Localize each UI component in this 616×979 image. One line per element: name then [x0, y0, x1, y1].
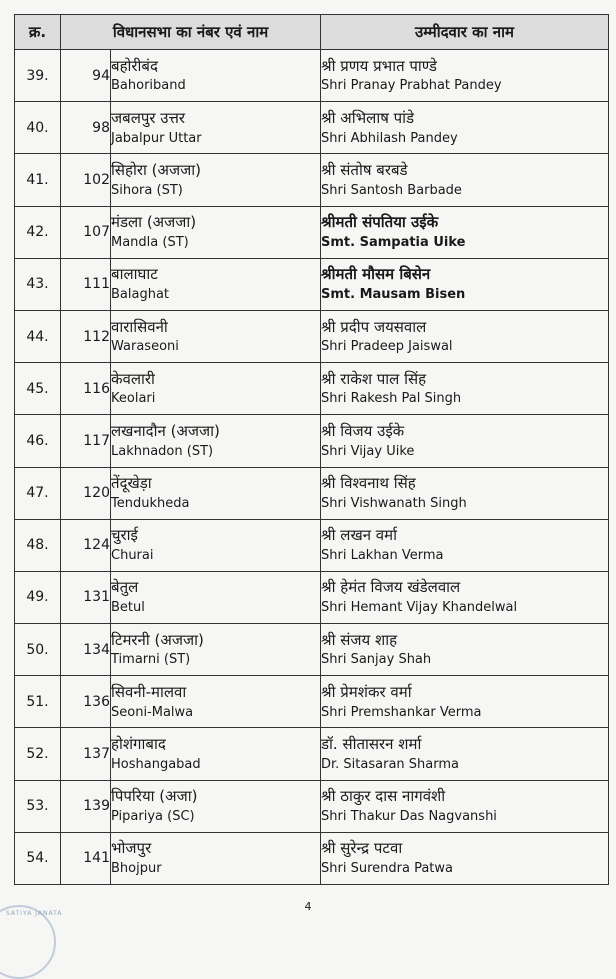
- table-row: [15, 310, 609, 362]
- candidate-name: [321, 206, 609, 258]
- constituency-number: 94: [61, 50, 111, 102]
- candidate-name-english: Shri Abhilash Pandey: [321, 130, 458, 146]
- table-row: [15, 415, 609, 467]
- serial-number: 54.: [15, 832, 61, 884]
- constituency-name-hindi: होशंगाबाद: [111, 735, 166, 754]
- candidate-name: [321, 363, 609, 415]
- constituency-name-hindi: भोजपुर: [111, 839, 152, 858]
- constituency-name-hindi: मंडला (अजजा): [111, 213, 197, 232]
- constituency-name: [111, 102, 321, 154]
- constituency-name: [111, 258, 321, 310]
- candidate-name-hindi: श्री संतोष बरबडे: [321, 160, 408, 179]
- constituency-name: [111, 676, 321, 728]
- serial-number: 46.: [15, 415, 61, 467]
- table-row: [15, 154, 609, 206]
- constituency-name-english: Betul: [111, 600, 145, 616]
- constituency-name-english: Bahoriband: [111, 78, 186, 94]
- constituency-name-hindi: बहोरीबंद: [111, 56, 158, 75]
- constituency-name: [111, 467, 321, 519]
- candidate-name-hindi: श्रीमती संपतिया उईके: [321, 213, 439, 232]
- candidate-name-english: Shri Lakhan Verma: [321, 548, 444, 564]
- candidate-name: [321, 571, 609, 623]
- candidate-name: [321, 310, 609, 362]
- constituency-name-english: Bhojpur: [111, 861, 162, 877]
- serial-number: 41.: [15, 154, 61, 206]
- candidate-name-english: Smt. Mausam Bisen: [321, 287, 466, 303]
- constituency-name-hindi: चुराई: [111, 526, 138, 545]
- candidate-name: [321, 102, 609, 154]
- serial-number: 48.: [15, 519, 61, 571]
- constituency-number: 111: [61, 258, 111, 310]
- constituency-name-english: Mandla (ST): [111, 234, 189, 250]
- serial-number: 52.: [15, 728, 61, 780]
- table-row: [15, 780, 609, 832]
- constituency-name-english: Sihora (ST): [111, 182, 183, 198]
- candidate-name: [321, 832, 609, 884]
- candidate-name-hindi: श्री संजय शाह: [321, 630, 398, 649]
- candidate-name-english: Shri Santosh Barbade: [321, 182, 462, 198]
- candidate-name: [321, 415, 609, 467]
- candidate-name: [321, 50, 609, 102]
- table-body: [15, 50, 609, 885]
- serial-number: 39.: [15, 50, 61, 102]
- constituency-name-english: Waraseoni: [111, 339, 179, 355]
- candidate-name: [321, 467, 609, 519]
- constituency-name-english: Jabalpur Uttar: [111, 130, 202, 146]
- table-row: [15, 102, 609, 154]
- constituency-name-hindi: जबलपुर उत्तर: [111, 108, 186, 127]
- page-number: 4: [304, 900, 312, 913]
- constituency-name-hindi: बालाघाट: [111, 265, 158, 284]
- constituency-number: 117: [61, 415, 111, 467]
- constituency-name-hindi: तेंदूखेड़ा: [111, 474, 152, 493]
- candidate-name-hindi: श्री प्रदीप जयसवाल: [321, 317, 427, 336]
- constituency-number: 136: [61, 676, 111, 728]
- constituency-name-hindi: वारासिवनी: [111, 317, 168, 336]
- candidate-name-hindi: श्री राकेश पाल सिंह: [321, 369, 427, 388]
- constituency-number: 141: [61, 832, 111, 884]
- constituency-name: [111, 415, 321, 467]
- table-row: [15, 676, 609, 728]
- constituency-number: 116: [61, 363, 111, 415]
- table-row: [15, 624, 609, 676]
- constituency-name-english: Lakhnadon (ST): [111, 443, 214, 459]
- constituency-name-english: Tendukheda: [111, 495, 190, 511]
- constituency-name: [111, 363, 321, 415]
- constituency-number: 137: [61, 728, 111, 780]
- constituency-name-english: Timarni (ST): [111, 652, 191, 668]
- serial-number: 47.: [15, 467, 61, 519]
- candidate-name: [321, 258, 609, 310]
- constituency-number: 98: [61, 102, 111, 154]
- candidate-name: [321, 676, 609, 728]
- constituency-number: 120: [61, 467, 111, 519]
- candidate-name: [321, 154, 609, 206]
- constituency-name-hindi: लखनादौन (अजजा): [111, 421, 220, 440]
- table-header-row: [15, 15, 609, 50]
- candidate-name-hindi: श्री लखन वर्मा: [321, 526, 398, 545]
- serial-number: 50.: [15, 624, 61, 676]
- candidate-name-english: Shri Vijay Uike: [321, 443, 415, 459]
- candidate-name-english: Shri Hemant Vijay Khandelwal: [321, 600, 518, 616]
- constituency-name-hindi: केवलारी: [111, 369, 155, 388]
- candidate-name-english: Dr. Sitasaran Sharma: [321, 756, 459, 772]
- candidate-name-hindi: श्री प्रणय प्रभात पाण्डे: [321, 56, 437, 75]
- constituency-name-english: Keolari: [111, 391, 156, 407]
- constituency-name: [111, 728, 321, 780]
- serial-number: 40.: [15, 102, 61, 154]
- candidate-table: [14, 14, 609, 885]
- serial-number: 44.: [15, 310, 61, 362]
- candidate-name: [321, 728, 609, 780]
- constituency-number: 131: [61, 571, 111, 623]
- candidate-name-english: Shri Thakur Das Nagvanshi: [321, 808, 497, 824]
- constituency-name-english: Hoshangabad: [111, 756, 201, 772]
- header-candidate: उम्मीदवार का नाम: [321, 15, 609, 50]
- constituency-name-hindi: टिमरनी (अजजा): [111, 630, 204, 649]
- constituency-name: [111, 780, 321, 832]
- constituency-name-hindi: सिहोरा (अजजा): [111, 160, 201, 179]
- constituency-number: 102: [61, 154, 111, 206]
- candidate-name-english: Smt. Sampatia Uike: [321, 234, 466, 250]
- table-row: [15, 258, 609, 310]
- candidate-name-english: Shri Sanjay Shah: [321, 652, 432, 668]
- candidate-name-hindi: श्री विजय उईके: [321, 421, 405, 440]
- candidate-name-english: Shri Vishwanath Singh: [321, 495, 467, 511]
- constituency-name-english: Balaghat: [111, 287, 170, 303]
- seal-text: SATIYA JANATA: [6, 910, 63, 917]
- candidate-name-hindi: श्री अभिलाष पांडे: [321, 108, 415, 127]
- candidate-name-hindi: श्री प्रेमशंकर वर्मा: [321, 682, 412, 701]
- serial-number: 53.: [15, 780, 61, 832]
- constituency-name-english: Seoni-Malwa: [111, 704, 194, 720]
- serial-number: 42.: [15, 206, 61, 258]
- table-row: [15, 832, 609, 884]
- serial-number: 45.: [15, 363, 61, 415]
- candidate-name-hindi: श्री विश्वनाथ सिंह: [321, 474, 416, 493]
- constituency-name-english: Pipariya (SC): [111, 808, 195, 824]
- constituency-name-hindi: पिपरिया (अजा): [111, 787, 198, 806]
- table-row: [15, 571, 609, 623]
- constituency-number: 139: [61, 780, 111, 832]
- table-row: [15, 206, 609, 258]
- candidate-name: [321, 519, 609, 571]
- candidate-name-english: Shri Pranay Prabhat Pandey: [321, 78, 502, 94]
- candidate-name-hindi: श्री सुरेन्द्र पटवा: [321, 839, 403, 858]
- table-row: [15, 363, 609, 415]
- constituency-name: [111, 50, 321, 102]
- candidate-name-english: Shri Rakesh Pal Singh: [321, 391, 462, 407]
- candidate-name-english: Shri Surendra Patwa: [321, 861, 453, 877]
- serial-number: 49.: [15, 571, 61, 623]
- candidate-name-hindi: श्रीमती मौसम बिसेन: [321, 265, 431, 284]
- constituency-name-hindi: बेतुल: [111, 578, 139, 597]
- table-row: [15, 467, 609, 519]
- constituency-name: [111, 624, 321, 676]
- constituency-name: [111, 154, 321, 206]
- constituency-name: [111, 571, 321, 623]
- candidate-name-hindi: श्री हेमंत विजय खंडेलवाल: [321, 578, 461, 597]
- table-row: [15, 519, 609, 571]
- constituency-name: [111, 310, 321, 362]
- constituency-number: 107: [61, 206, 111, 258]
- table-row: [15, 50, 609, 102]
- candidate-name-hindi: श्री ठाकुर दास नागवंशी: [321, 787, 446, 806]
- serial-number: 51.: [15, 676, 61, 728]
- constituency-name: [111, 519, 321, 571]
- constituency-number: 124: [61, 519, 111, 571]
- candidate-name-hindi: डॉ. सीतासरन शर्मा: [321, 735, 422, 754]
- header-constituency: विधानसभा का नंबर एवं नाम: [61, 15, 321, 50]
- table-row: [15, 728, 609, 780]
- candidate-name: [321, 624, 609, 676]
- candidate-name-english: Shri Pradeep Jaiswal: [321, 339, 453, 355]
- constituency-number: 134: [61, 624, 111, 676]
- constituency-name: [111, 206, 321, 258]
- constituency-name-hindi: सिवनी-मालवा: [111, 682, 187, 701]
- candidate-name-english: Shri Premshankar Verma: [321, 704, 482, 720]
- constituency-name-english: Churai: [111, 548, 154, 564]
- constituency-name: [111, 832, 321, 884]
- constituency-number: 112: [61, 310, 111, 362]
- candidate-name: [321, 780, 609, 832]
- serial-number: 43.: [15, 258, 61, 310]
- header-serial: क्र.: [15, 15, 61, 50]
